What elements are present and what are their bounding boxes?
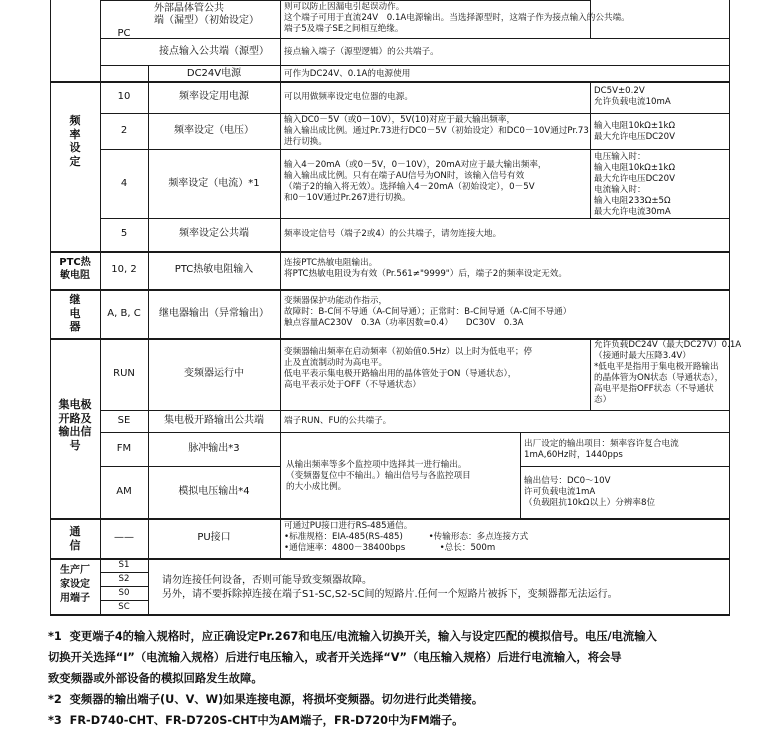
row-divider — [100, 586, 148, 587]
terminal-2-name: 频率设定（电压） — [174, 125, 254, 136]
column-divider — [148, 558, 149, 614]
dc24v-desc: 可作为DC24V、0.1A的电源使用 — [284, 69, 411, 79]
terminal-2-spec: 输入电阻10kΩ±1kΩ 最大允许电压DC20V — [594, 121, 676, 142]
row-divider — [520, 466, 730, 467]
category-factory-setting: 生产厂 家设定 用端子 — [60, 565, 90, 604]
table-bottom-border — [50, 614, 730, 616]
row-divider — [100, 65, 730, 66]
terminal-comm: —— — [114, 532, 134, 543]
footnote-2: *2 变频器的输出端子(U、V、W)如果连接电源，将损坏变频器。切勿进行此类错接。 — [48, 693, 484, 706]
pc-desc-sink: 则可以防止因漏电引起误动作。 这个端子可用于直流24V 0.1A电源输出。当选择源型时，这端子作为接点输入的公共端。 端子5及端子SE之间相互绝缘。 — [284, 2, 630, 34]
terminal-2-desc: 输入DC0－5V（或0－10V），5V(10)对应于最大输出频率， 输入输出成比例。通过Pr.73进行DC0－5V（初始设定）和DC0－10V通过Pr.73 进行切换。 — [284, 115, 589, 147]
table-right-border — [729, 0, 730, 616]
row-divider — [100, 410, 730, 411]
category-communication: 通 信 — [69, 525, 81, 552]
section-divider — [50, 289, 730, 291]
relay-desc: 变频器保护功能动作指示， 故障时：B-C间不导通（A-C间导通）；正常时：B-C间导通（A-C间不导通） 触点容量AC230V 0.3A（功率因数=0.4） DC30V 0.3A — [284, 296, 572, 328]
terminal-am: AM — [116, 486, 132, 497]
pu-connector-desc: 可通过PU接口进行RS-485通信。 •标准规格：EIA-485(RS-485) •传输形态：多点连接方式 •通信速率：4800－38400bps •总长：500m — [284, 521, 529, 553]
factory-terminals-desc: 请勿连接任何设备，否则可能导致变频器故障。 另外，请不要拆除掉连接在端子S1-SC,S2-SC间的短路片.任何一个短路片被拆下，变频器都无法运行。 — [162, 575, 618, 600]
row-divider — [100, 218, 730, 219]
terminal-4-name: 频率设定（电流）*1 — [168, 178, 260, 189]
column-divider — [590, 338, 591, 410]
category-frequency-setting: 频 率 设 定 — [69, 114, 81, 168]
footnote-1-line-3: 致变频器或外部设备的模拟回路发生故障。 — [48, 672, 263, 685]
footnote-3: *3 FR-D740-CHT、FR-D720S-CHT中为AM端子，FR-D720中为FM端子。 — [48, 714, 464, 727]
terminal-5-name: 频率设定公共端 — [179, 228, 249, 239]
terminal-s1: S1 — [118, 560, 130, 570]
run-desc: 变频器输出频率在启动频率（初始值0.5Hz）以上时为低电平；停 止及直流制动时为高电平。 低电平表示集电极开路输出用的晶体管处于ON（导通状态）， 高电平表示处于OFF（不导通状态） — [284, 347, 533, 390]
se-name: 集电极开路输出公共端 — [164, 415, 264, 426]
terminal-fm: FM — [116, 443, 132, 454]
row-divider — [100, 149, 730, 150]
terminal-abc: A, B, C — [107, 308, 141, 319]
terminal-s2: S2 — [118, 574, 130, 584]
category-relay: 继 电 器 — [69, 293, 81, 333]
se-desc: 端子RUN、FU的公共端子。 — [284, 416, 392, 426]
column-divider — [520, 432, 521, 518]
fm-name: 脉冲输出*3 — [188, 443, 240, 454]
section-divider — [50, 558, 730, 560]
terminal-run: RUN — [113, 368, 135, 379]
pc-desc-source: 接点输入端子（源型逻辑）的公共端子。 — [284, 47, 439, 57]
ptc-name: PTC热敏电阻输入 — [174, 264, 254, 275]
terminal-10-name: 频率设定用电源 — [179, 91, 249, 102]
section-divider — [50, 518, 730, 520]
fm-spec: 出厂设定的输出项目：频率容许复合电流 1mA,60Hz时，1440pps — [524, 439, 679, 460]
terminal-4-desc: 输入4－20mA（或0－5V，0－10V），20mA对应于最大输出频率， 输入输出成比例。只有在端子AU信号为ON时，该输入信号有效 （端子2的输入将无效）。选择输入4－20mA（初始设定），0－5V 和0－10V通过Pr.267进行切换。 — [284, 160, 547, 203]
terminal-10-spec: DC5V±0.2V 允许负载电流10mA — [594, 86, 671, 107]
terminal-se: SE — [117, 415, 131, 426]
section-divider — [50, 251, 730, 253]
terminal-5-desc: 频率设定信号（端子2或4）的公共端子，请勿连接大地。 — [284, 229, 502, 239]
row-divider — [100, 572, 148, 573]
relay-name: 继电器输出（异常输出） — [159, 308, 269, 319]
terminal-4-spec: 电压输入时： 输入电阻10kΩ±1kΩ 最大允许电压DC20V 电流输入时： 输入电阻233Ω±5Ω 最大允许电流30mA — [594, 152, 676, 217]
row-divider — [100, 600, 148, 601]
terminal-pc: PC — [117, 28, 131, 39]
pc-name-source: 接点输入公共端（源型） — [159, 46, 269, 57]
am-name: 模拟电压输出*4 — [178, 486, 250, 497]
footnote-1-line-2: 切换开关选择“I”（电流输入规格）后进行电压输入，或者开关选择“V”（电压输入规格）后进行电流输入，将会导 — [48, 651, 622, 664]
terminal-4: 4 — [120, 178, 128, 189]
terminal-10: 10 — [117, 91, 131, 102]
dc24v-name: DC24V电源 — [186, 68, 242, 79]
footnote-1-line-1: *1 变更端子4的输入规格时，应正确设定Pr.267和电压/电流输入切换开关，输入与设定匹配的模拟信号。电压/电流输入 — [48, 630, 657, 643]
terminal-sc: SC — [118, 602, 130, 612]
footnotes — [48, 626, 768, 731]
column-divider — [590, 81, 591, 218]
row-divider — [100, 113, 730, 114]
category-open-collector-output: 集电极 开路及 输出信 号 — [58, 398, 92, 452]
row-divider — [100, 466, 280, 467]
section-divider — [50, 81, 730, 83]
pu-connector-name: PU接口 — [197, 532, 231, 543]
am-spec: 输出信号：DC0～10V 许可负载电流1mA （负载阻抗10kΩ以上）分辨率8位 — [524, 476, 656, 508]
pc-name-sink: 外部晶体管公共 端（漏型）（初始设定） — [154, 3, 259, 26]
terminal-5: 5 — [120, 228, 128, 239]
ptc-desc: 连接PTC热敏电阻输出。 将PTC热敏电阻设为有效（Pr.561≠"9999"）后，端子2的频率设定无效。 — [284, 258, 567, 279]
run-spec: 允许负载DC24V（最大DC27V）0.1A （接通时最大压降3.4V） *低电平是指用于集电极开路输出 的晶体管为ON状态（导通状态）， 高电平是指OFF状态（不导通状 态） — [594, 340, 742, 405]
terminal-ptc: 10, 2 — [111, 264, 137, 275]
column-divider — [280, 0, 281, 558]
category-ptc-thermistor: PTC热 敏电阻 — [59, 257, 91, 281]
fm-am-desc: 从输出频率等多个监控项中选择其一进行输出。 （变频器复位中不输出。）输出信号与各监控项目 的大小成比例。 — [286, 460, 471, 492]
terminal-2: 2 — [120, 125, 128, 136]
terminal-s0: S0 — [118, 588, 130, 598]
terminal-10-desc: 可以用做频率设定电位器的电源。 — [284, 92, 413, 102]
row-divider — [100, 38, 730, 39]
run-name: 变频器运行中 — [184, 368, 244, 379]
row-divider — [100, 432, 730, 433]
terminal-spec-table — [50, 0, 742, 616]
